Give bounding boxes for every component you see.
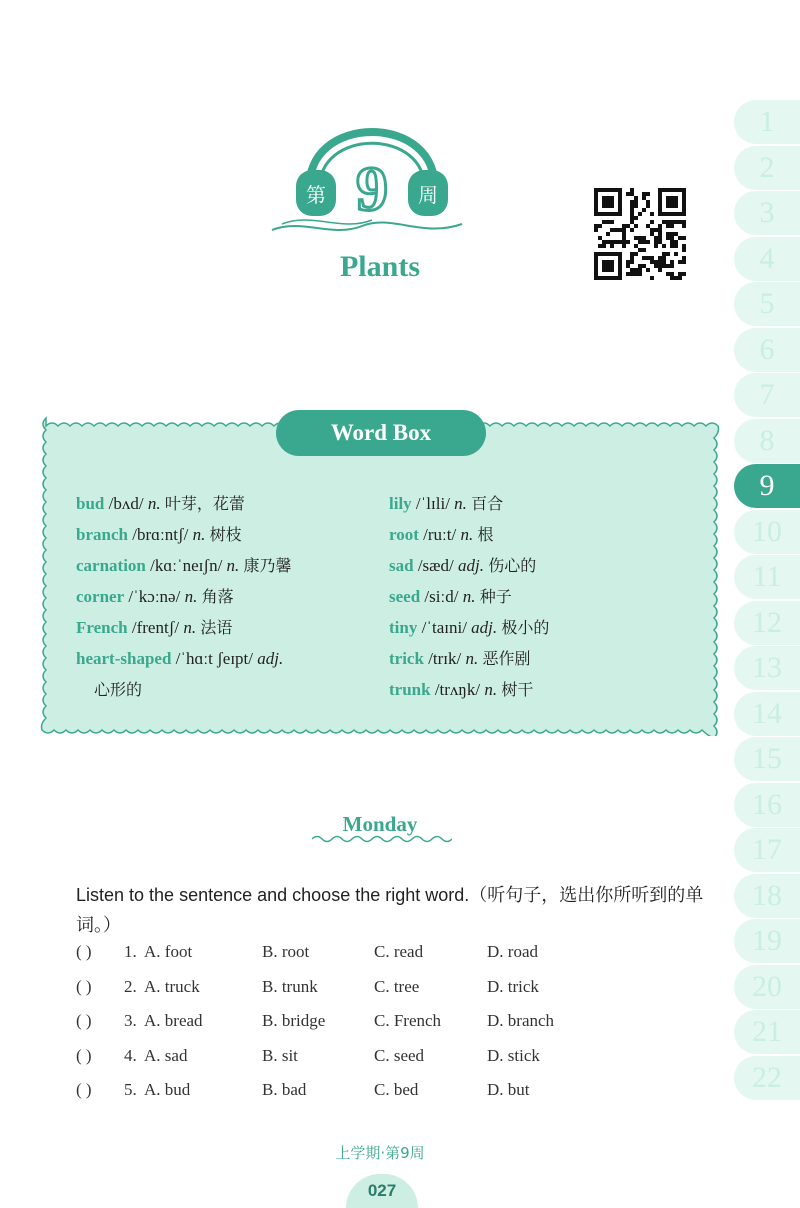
meaning: 树干	[501, 680, 534, 699]
word-entry	[389, 550, 709, 581]
word-entry	[389, 643, 709, 674]
meaning: 叶芽，花蕾	[164, 494, 245, 513]
tab-week-21[interactable]: 21	[734, 1010, 800, 1054]
option-b: B. root	[262, 942, 310, 961]
word-entry	[389, 519, 709, 550]
phonetic: /bʌd/	[108, 494, 144, 513]
tab-week-9[interactable]: 9	[734, 464, 800, 508]
phonetic: /frentʃ/	[131, 618, 180, 637]
option-c: C. bed	[374, 1080, 419, 1099]
tab-week-8[interactable]: 8	[734, 419, 800, 463]
meaning: 种子	[479, 587, 512, 606]
option-d: D. trick	[487, 976, 539, 996]
vocab-word: carnation	[76, 556, 146, 575]
meaning: 百合	[471, 494, 504, 513]
word-entry	[76, 519, 376, 550]
option-b: B. sit	[262, 1045, 298, 1065]
tab-week-7[interactable]: 7	[734, 373, 800, 417]
part-of-speech: n.	[465, 649, 479, 668]
question-row	[76, 1046, 696, 1081]
wave-underline	[312, 834, 452, 844]
question-list	[76, 942, 696, 1115]
vocab-word: heart-shaped	[76, 649, 172, 668]
tab-week-15[interactable]: 15	[734, 737, 800, 781]
phonetic: /ˈtaɪni/	[421, 618, 467, 637]
meaning: 角落	[201, 587, 234, 606]
part-of-speech: n.	[192, 525, 206, 544]
word-list-right	[389, 488, 709, 705]
meaning: 根	[477, 525, 494, 544]
phonetic: /trɪk/	[428, 649, 462, 668]
part-of-speech: adj.	[257, 649, 284, 668]
phonetic: /brɑːntʃ/	[132, 525, 189, 544]
part-of-speech: n.	[183, 618, 197, 637]
meaning: 康乃馨	[243, 556, 292, 575]
vocab-word: French	[76, 618, 128, 637]
part-of-speech: n.	[226, 556, 240, 575]
part-of-speech: n.	[147, 494, 161, 513]
word-entry	[76, 643, 376, 674]
week-char-2: 周	[418, 183, 438, 207]
vocab-word: corner	[76, 587, 125, 606]
week-number: 9	[356, 153, 388, 224]
tab-week-16[interactable]: 16	[734, 783, 800, 827]
option-c: C. French	[374, 1011, 442, 1030]
meaning: 恶作剧	[482, 649, 531, 668]
option-d: D. stick	[487, 1045, 540, 1065]
meaning: 极小的	[501, 618, 550, 637]
phonetic: /ruːt/	[423, 525, 457, 544]
option-b: B. bad	[262, 1080, 307, 1099]
question-number: 5.	[124, 1080, 137, 1099]
vocab-word: sad	[389, 556, 414, 575]
page-number: 027	[346, 1174, 418, 1208]
option-d: D. but	[487, 1080, 530, 1099]
phonetic: /ˈlɪli/	[415, 494, 450, 513]
phonetic: /sæd/	[417, 556, 454, 575]
word-list-left	[76, 488, 376, 705]
tab-week-19[interactable]: 19	[734, 919, 800, 963]
option-a: A. sad	[144, 1045, 188, 1065]
word-entry	[389, 581, 709, 612]
vocab-word: tiny	[389, 618, 418, 637]
word-entry	[389, 674, 709, 705]
part-of-speech: n.	[184, 587, 198, 606]
phonetic: /trʌŋk/	[434, 680, 481, 699]
question-row	[76, 1080, 696, 1115]
part-of-speech: adj.	[457, 556, 484, 575]
tab-week-12[interactable]: 12	[734, 601, 800, 645]
tab-week-10[interactable]: 10	[734, 510, 800, 554]
question-number: 3.	[124, 1011, 137, 1030]
qr-code-icon[interactable]	[594, 188, 686, 280]
part-of-speech: n.	[460, 525, 474, 544]
answer-blank[interactable]: ( )	[76, 976, 92, 996]
meaning: 心形的	[94, 680, 143, 699]
page-title: Plants	[339, 250, 420, 283]
answer-blank[interactable]: ( )	[76, 1045, 92, 1065]
tab-week-22[interactable]: 22	[734, 1056, 800, 1100]
tab-week-6[interactable]: 6	[734, 328, 800, 372]
word-entry	[76, 550, 376, 581]
option-d: D. branch	[487, 1011, 555, 1030]
exercise-instruction: Listen to the sentence and choose the right word.（听句子，选出你所听到的单词。）	[76, 885, 704, 935]
vocab-word: trunk	[389, 680, 431, 699]
word-entry	[76, 581, 376, 612]
word-entry	[76, 612, 376, 643]
tab-week-20[interactable]: 20	[734, 965, 800, 1009]
footer-label: 上学期·第9周	[335, 1144, 425, 1162]
tab-week-13[interactable]: 13	[734, 646, 800, 690]
answer-blank[interactable]: ( )	[76, 942, 92, 961]
option-c: C. seed	[374, 1045, 425, 1065]
week-tabs	[734, 100, 800, 1100]
tab-week-2[interactable]: 2	[734, 146, 800, 190]
part-of-speech: n.	[484, 680, 498, 699]
question-number: 1.	[124, 942, 137, 961]
option-c: C. read	[374, 942, 424, 961]
question-row	[76, 942, 696, 977]
tab-week-14[interactable]: 14	[734, 692, 800, 736]
part-of-speech: n.	[454, 494, 467, 513]
question-number: 4.	[124, 1045, 137, 1065]
tab-week-5[interactable]: 5	[734, 282, 800, 326]
vocab-word: lily	[389, 494, 412, 513]
answer-blank[interactable]: ( )	[76, 1080, 92, 1099]
part-of-speech: n.	[462, 587, 476, 606]
tab-week-17[interactable]: 17	[734, 828, 800, 872]
meaning: 伤心的	[488, 556, 537, 575]
meaning: 法语	[200, 618, 233, 637]
vocab-word: seed	[389, 587, 421, 606]
word-entry	[76, 488, 376, 519]
tab-week-1[interactable]: 1	[734, 100, 800, 144]
day-heading: Monday	[342, 812, 418, 836]
option-b: B. trunk	[262, 976, 318, 996]
tab-week-3[interactable]: 3	[734, 191, 800, 235]
option-a: A. bread	[144, 1011, 203, 1030]
word-entry-continued	[76, 674, 376, 705]
phonetic: /ˈhɑːt ʃeɪpt/	[175, 649, 254, 668]
tab-week-18[interactable]: 18	[734, 874, 800, 918]
question-row	[76, 977, 696, 1012]
option-b: B. bridge	[262, 1011, 326, 1030]
word-entry	[389, 488, 709, 519]
tab-week-4[interactable]: 4	[734, 237, 800, 281]
phonetic: /kɑːˈneɪʃn/	[150, 556, 223, 575]
vocab-word: branch	[76, 525, 128, 544]
week-char-1: 第	[306, 183, 326, 207]
vocab-word: bud	[76, 494, 105, 513]
phonetic: /ˈkɔːnə/	[128, 587, 181, 606]
option-a: A. foot	[144, 942, 193, 961]
headphones-icon	[262, 92, 482, 242]
phonetic: /siːd/	[424, 587, 459, 606]
question-row	[76, 1011, 696, 1046]
tab-week-11[interactable]: 11	[734, 555, 800, 599]
option-c: C. tree	[374, 976, 420, 996]
meaning: 树枝	[209, 525, 242, 544]
part-of-speech: adj.	[471, 618, 498, 637]
vocab-word: root	[389, 525, 419, 544]
option-d: D. road	[487, 942, 538, 961]
question-number: 2.	[124, 976, 137, 996]
option-a: A. bud	[144, 1080, 191, 1099]
vocab-word: trick	[389, 649, 424, 668]
answer-blank[interactable]: ( )	[76, 1011, 92, 1030]
word-box-label: Word Box	[276, 410, 486, 456]
option-a: A. truck	[144, 976, 200, 996]
word-entry	[389, 612, 709, 643]
